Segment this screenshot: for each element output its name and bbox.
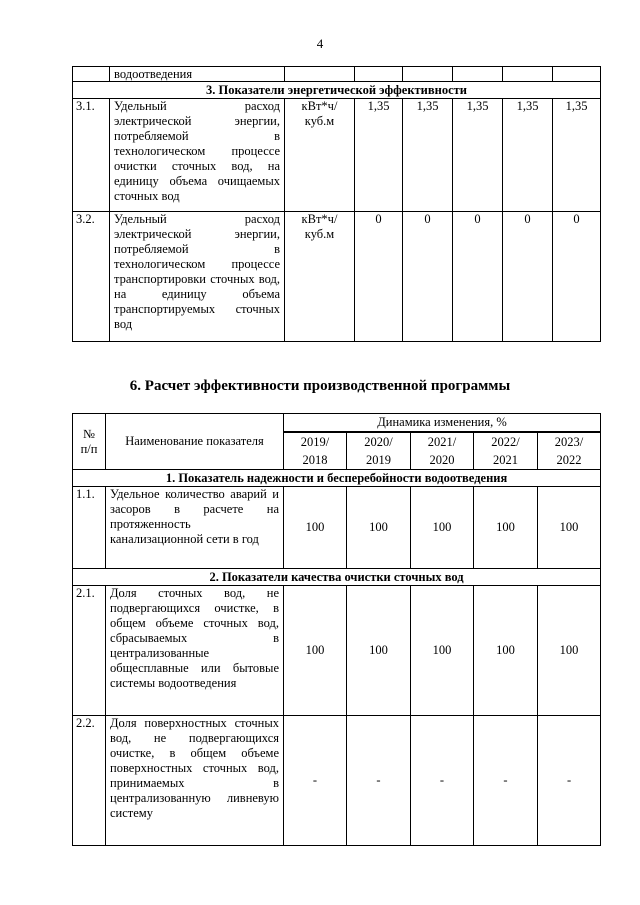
value-cell: 100: [474, 487, 538, 569]
table-row: [73, 487, 601, 569]
table-row: [73, 212, 601, 342]
value-cell: 100: [474, 586, 538, 716]
period-header: 2022/ 2021: [474, 433, 538, 470]
value-cell: 0: [453, 212, 503, 342]
value-cell: 0: [553, 212, 601, 342]
cell-name: водоотведения: [110, 67, 285, 82]
value-cell: 1,35: [403, 99, 453, 212]
value-cell: 100: [411, 586, 474, 716]
indicator-name: Доля поверхностных сточных вод, не подвергающихся очистке, в общем объеме поверхностных сточных вод, принимаемых в централизованную ливневую систему: [106, 716, 284, 846]
section-row: [73, 470, 601, 487]
value-cell: 100: [347, 487, 411, 569]
row-number: 2.2.: [73, 716, 106, 846]
value-cell: -: [538, 716, 601, 846]
value-cell: 100: [538, 586, 601, 716]
table-row: [73, 716, 601, 846]
col-number-header: № п/п: [73, 414, 106, 470]
row-number: 2.1.: [73, 586, 106, 716]
row-number: 1.1.: [73, 487, 106, 569]
indicator-name: Доля сточных вод, не подвергающихся очистке, в общем объеме сточных вод, сбрасываемых в централизованные общесплавные или бытовые системы водоотведения: [106, 586, 284, 716]
value-cell: 1,35: [355, 99, 403, 212]
value-cell: -: [284, 716, 347, 846]
table-row: [73, 67, 601, 82]
value-cell: 1,35: [553, 99, 601, 212]
unit: кВт*ч/ куб.м: [285, 212, 355, 342]
section-title: 2. Показатели качества очистки сточных вод: [73, 569, 601, 586]
dynamics-header: Динамика изменения, %: [284, 414, 601, 432]
value-cell: 100: [347, 586, 411, 716]
value-cell: 0: [355, 212, 403, 342]
section-title: 3. Показатели энергетической эффективности: [73, 82, 601, 99]
header-row: [73, 414, 601, 432]
section-title: 1. Показатель надежности и бесперебойности водоотведения: [73, 470, 601, 487]
value-cell: 100: [284, 586, 347, 716]
section-row: [73, 569, 601, 586]
value-cell: 1,35: [453, 99, 503, 212]
period-header: 2019/ 2018: [284, 433, 347, 470]
table-row: [73, 586, 601, 716]
period-header: 2021/ 2020: [411, 433, 474, 470]
period-header: 2023/ 2022: [538, 433, 601, 470]
value-cell: 100: [411, 487, 474, 569]
page-number: 4: [316, 36, 324, 51]
value-cell: -: [411, 716, 474, 846]
col-name-header: Наименование показателя: [106, 414, 284, 470]
indicator-name: Удельное количество аварий и засоров в расчете на протяженность канализационной сети в год: [106, 487, 284, 569]
period-header: 2020/ 2019: [347, 433, 411, 470]
indicator-name: Удельный расход электрической энергии, потребляемой в технологическом процессе очистки сточных вод, на единицу объема очищаемых сточных вод: [110, 99, 285, 212]
value-cell: 100: [284, 487, 347, 569]
value-cell: -: [347, 716, 411, 846]
row-number: 3.1.: [73, 99, 110, 212]
indicator-name: Удельный расход электрической энергии, потребляемой в технологическом процессе транспортировки сточных вод, на единицу объема транспортируемых сточных вод: [110, 212, 285, 342]
value-cell: 0: [403, 212, 453, 342]
value-cell: 100: [538, 487, 601, 569]
value-cell: 0: [503, 212, 553, 342]
section-row: [73, 82, 601, 99]
value-cell: -: [474, 716, 538, 846]
value-cell: 1,35: [503, 99, 553, 212]
unit: кВт*ч/ куб.м: [285, 99, 355, 212]
table-row: [73, 99, 601, 212]
section-heading: 6. Расчет эффективности производственной программы: [129, 378, 511, 394]
energy-efficiency-table: [72, 66, 601, 342]
row-number: 3.2.: [73, 212, 110, 342]
program-efficiency-table: [72, 413, 601, 846]
